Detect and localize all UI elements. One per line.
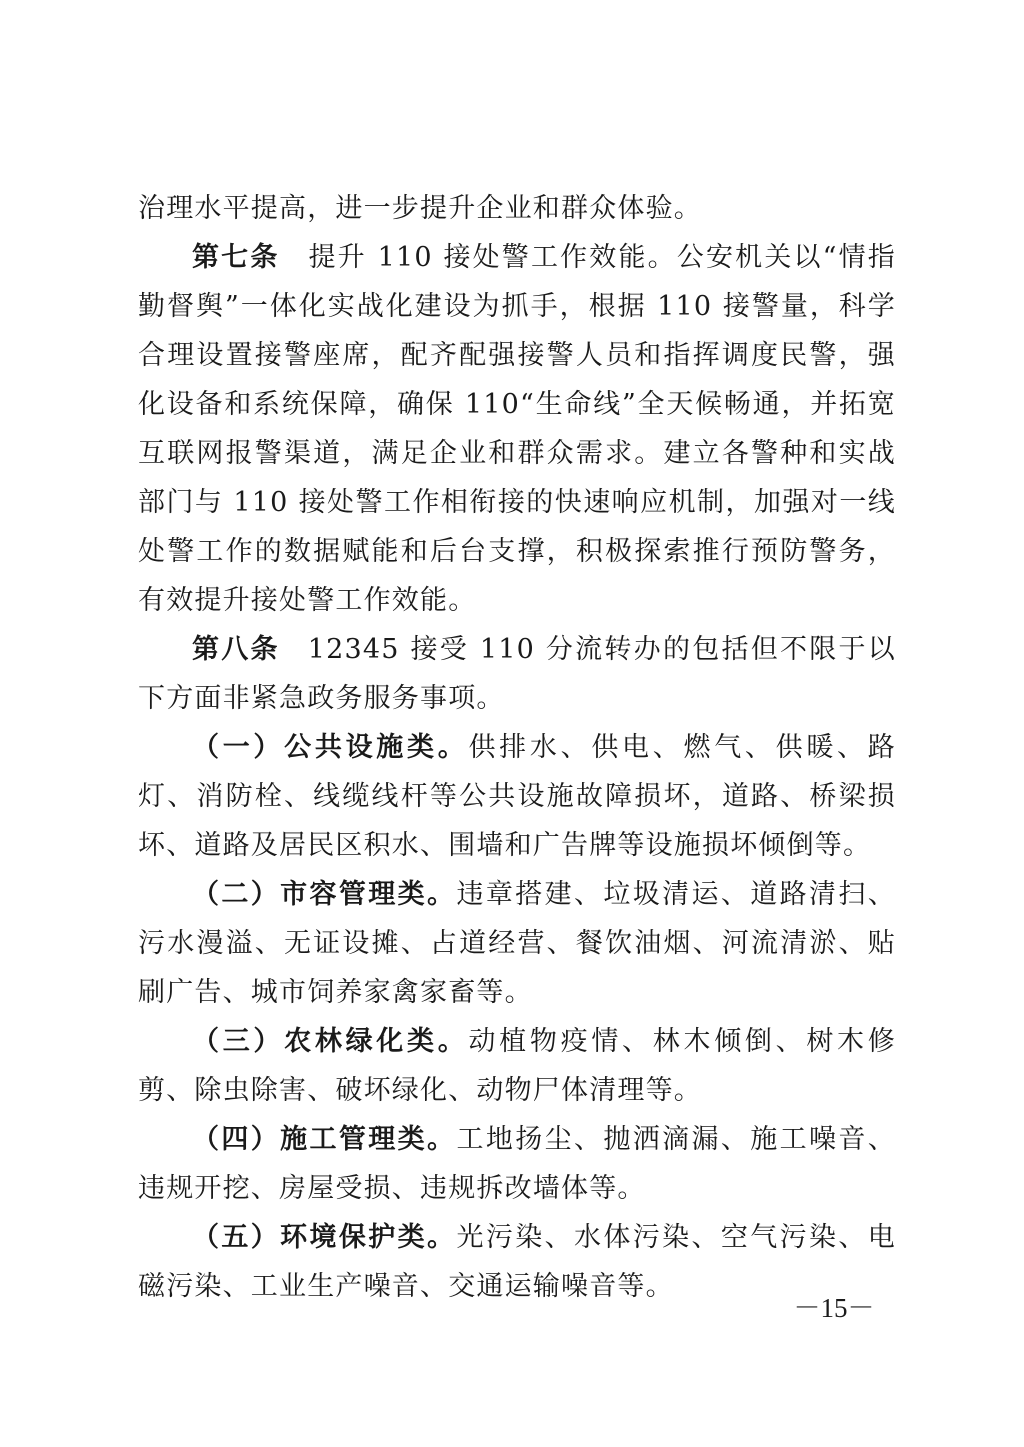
item-construction-management bbox=[138, 1115, 896, 1213]
paragraph-text: 12345 接受 110 分流转办的包括但不限于以下方面非紧急政务服务事项。 bbox=[138, 634, 896, 714]
article-8 bbox=[138, 625, 896, 723]
item-label: （一）公共设施类。 bbox=[192, 732, 469, 763]
article-label: 第七条 bbox=[192, 242, 280, 273]
document-body bbox=[138, 184, 896, 1311]
item-label: （五）环境保护类。 bbox=[192, 1222, 457, 1253]
item-label: （二）市容管理类。 bbox=[192, 879, 457, 910]
paragraph-text: 工地扬尘、抛洒滴漏、施工噪音、违规开挖、房屋受损、违规拆改墙体等。 bbox=[138, 1124, 897, 1204]
paragraph-text: 动植物疫情、林木倾倒、树木修剪、除虫除害、破坏绿化、动物尸体清理等。 bbox=[138, 1026, 896, 1106]
paragraph-text: 光污染、水体污染、空气污染、电磁污染、工业生产噪音、交通运输噪音等。 bbox=[138, 1222, 897, 1302]
paragraph-text: 治理水平提高，进一步提升企业和群众体验。 bbox=[138, 193, 702, 224]
item-label: （三）农林绿化类。 bbox=[192, 1026, 469, 1057]
article-7 bbox=[138, 233, 896, 625]
paragraph-text: 供排水、供电、燃气、供暖、路灯、消防栓、线缆线杆等公共设施故障损坏，道路、桥梁损坏、道路及居民区积水、围墙和广告牌等设施损坏倾倒等。 bbox=[138, 732, 896, 861]
paragraph-continuation bbox=[138, 184, 896, 233]
item-city-appearance bbox=[138, 870, 896, 1017]
item-public-facilities bbox=[138, 723, 896, 870]
paragraph-text: 违章搭建、垃圾清运、道路清扫、污水漫溢、无证设摊、占道经营、餐饮油烟、河流清淤、贴刷广告、城市饲养家禽家畜等。 bbox=[138, 879, 897, 1008]
article-label: 第八条 bbox=[192, 634, 280, 665]
item-label: （四）施工管理类。 bbox=[192, 1124, 457, 1155]
paragraph-text: 提升 110 接处警工作效能。公安机关以“情指勤督舆”一体化实战化建设为抓手，根据 110 接警量，科学合理设置接警座席，配齐配强接警人员和指挥调度民警，强化设备和系统保障，确保 110“生命线”全天候畅通，并拓宽互联网报警渠道，满足企业和群众需求。建立各警种和实战部门与 110 接处警工作相衔接的快速响应机制，加强对一线处警工作的数据赋能和后台支撑，积极探索推行预防警务，有效提升接处警工作效能。 bbox=[138, 242, 896, 616]
page-number: －15－ bbox=[793, 1293, 875, 1323]
item-environmental-protection bbox=[138, 1213, 896, 1311]
item-agriculture-greening bbox=[138, 1017, 896, 1115]
